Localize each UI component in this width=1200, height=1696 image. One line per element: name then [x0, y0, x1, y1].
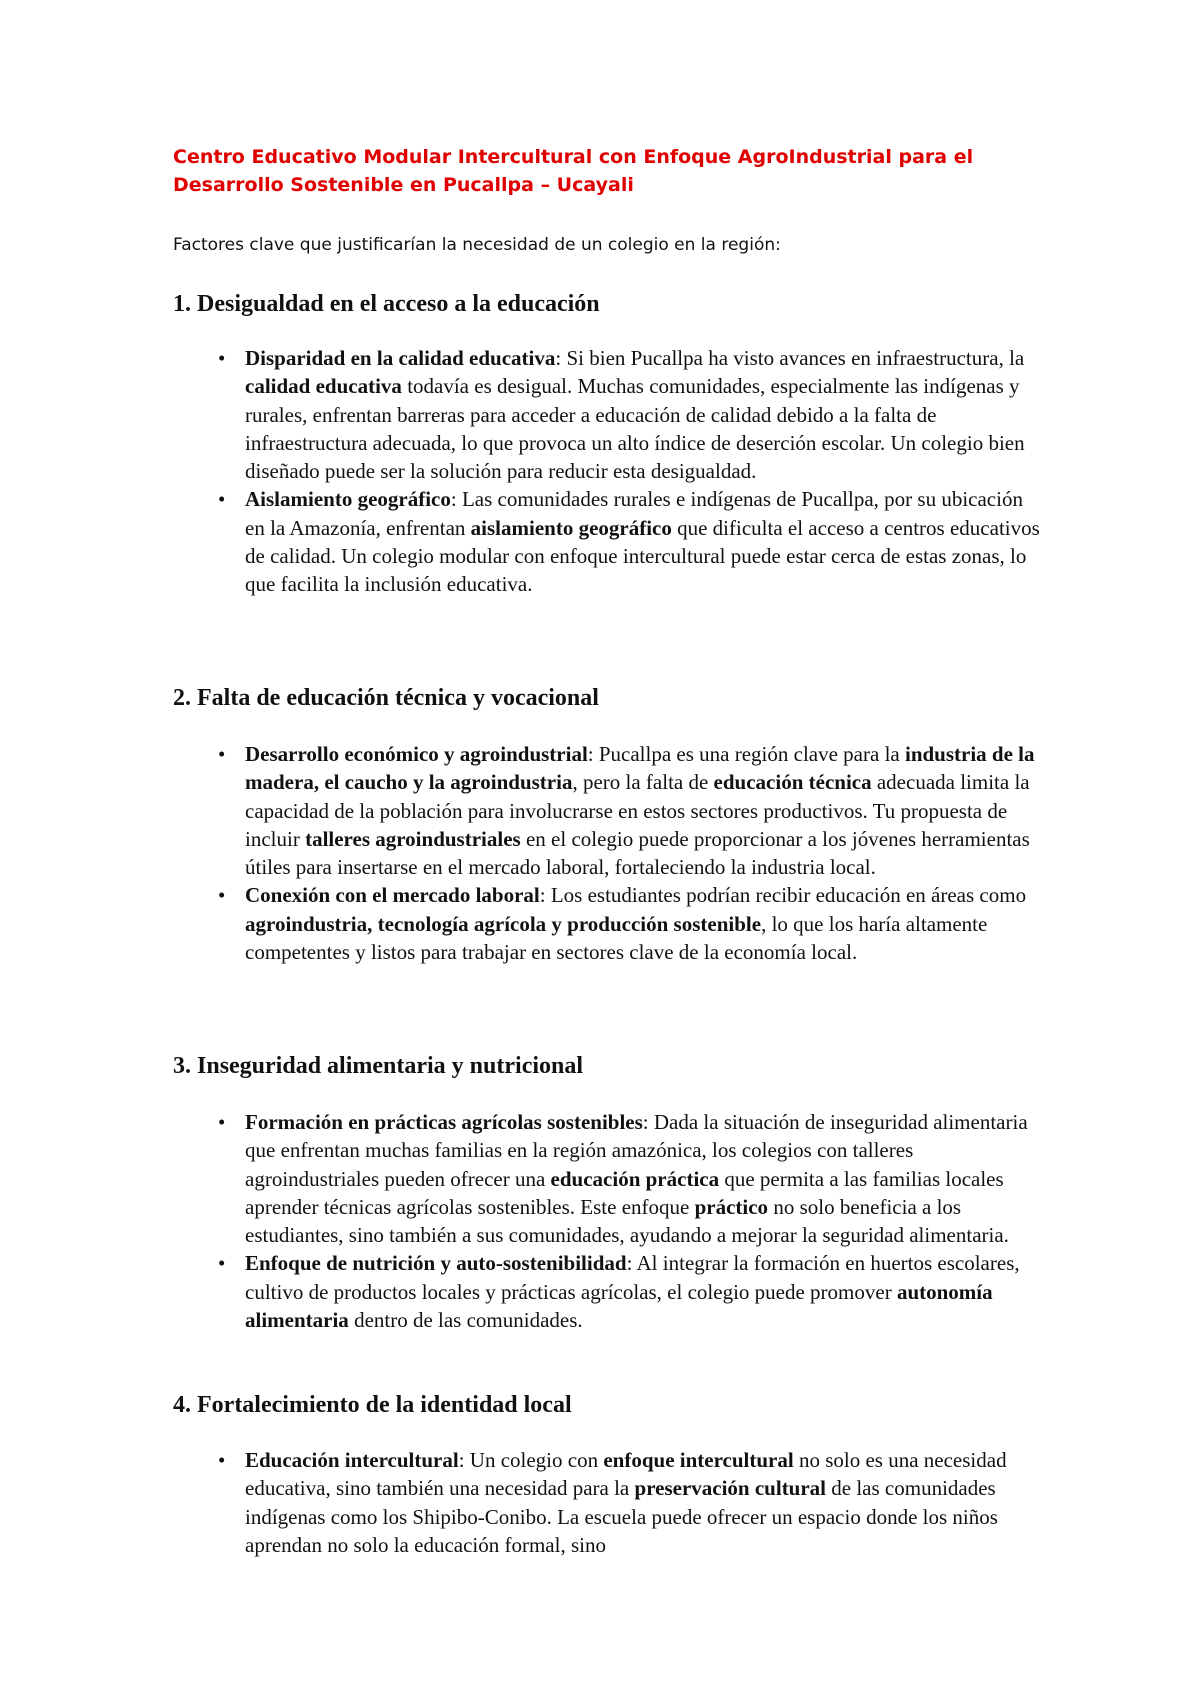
section-heading-4: 4. Fortalecimiento de la identidad local: [173, 1392, 572, 1418]
text-run: no solo es una necesidad educativa, sino también una necesidad para la: [245, 1448, 1007, 1501]
bold-term: talleres agroindustriales: [305, 826, 521, 851]
text-run: : Los estudiantes podrían recibir educación en áreas como: [539, 883, 1027, 908]
bullet-icon: •: [218, 883, 226, 908]
bold-term: práctico: [694, 1194, 769, 1219]
bullet-icon: •: [218, 1251, 226, 1276]
bullet-icon: •: [218, 346, 226, 370]
section-3-list: [173, 1108, 1043, 1334]
bold-term: Formación en prácticas agrícolas sostenibles: [245, 1110, 643, 1134]
text-run: : Si bien Pucallpa ha visto avances en infraestructura, la: [555, 346, 1025, 370]
text-run: : Las comunidades rurales e indígenas de Pucallpa, por su ubicación en la Amazonía, enfrentan: [245, 487, 1023, 540]
bold-term: Educación intercultural: [245, 1448, 459, 1472]
bold-term: agroindustria, tecnología agrícola y producción sostenible: [245, 911, 762, 936]
text-run: , lo que los haría altamente competentes y listos para trabajar en sectores clave de la economía local.: [245, 911, 988, 965]
bold-term: Conexión con el mercado laboral: [245, 883, 540, 908]
bold-term: industria de la madera, el caucho y la agroindustria: [245, 742, 1035, 795]
bold-term: educación práctica: [550, 1166, 720, 1191]
text-run: dentro de las comunidades.: [348, 1308, 583, 1333]
bold-term: enfoque intercultural: [603, 1448, 794, 1472]
text-run: : Pucallpa es una región clave para la: [587, 742, 905, 766]
text-run: no solo beneficia a los estudiantes, sino también a sus comunidades, ayudando a mejorar la seguridad alimentaria.: [245, 1194, 1009, 1248]
bold-term: autonomía alimentaria: [245, 1279, 993, 1333]
text-run: : Al integrar la formación en huertos escolares, cultivo de productos locales y prácticas agrícolas, el colegio puede promover: [245, 1251, 1020, 1304]
bold-term: Desarrollo económico y agroindustrial: [245, 742, 588, 766]
list-item: [173, 1249, 1043, 1334]
list-item: [173, 485, 1043, 598]
text-run: de las comunidades indígenas como los Shipibo-Conibo. La escuela puede ofrecer un espacio donde los niños aprendan no solo la educación formal, sino: [245, 1476, 998, 1557]
bold-term: Enfoque de nutrición y auto-sostenibilidad: [245, 1251, 627, 1276]
list-item: [173, 344, 1043, 485]
text-run: adecuada limita la capacidad de la población para involucrarse en estos sectores productivos. Tu propuesta de incluir: [245, 770, 1030, 851]
text-run: todavía es desigual. Muchas comunidades, especialmente las indígenas y rurales, enfrentan barreras para acceder a educación de calidad debido a la falta de infraestructura adecuada, lo que provoca un alto índice de deserción escolar. Un colegio bien diseñado puede ser la solución para reducir esta desigualdad.: [245, 374, 1025, 484]
document-title: Centro Educativo Modular Intercultural con Enfoque AgroIndustrial para el Desarrollo Sostenible en Pucallpa – Ucayali: [173, 146, 974, 196]
bold-term: educación técnica: [713, 770, 872, 795]
section-2-list: [173, 740, 1043, 966]
bullet-icon: •: [218, 742, 226, 766]
bold-term: aislamiento geográfico: [470, 515, 672, 540]
bullet-icon: •: [218, 1110, 226, 1134]
text-run: : Dada la situación de inseguridad alimentaria que enfrentan muchas familias en la región amazónica, los colegios con talleres agroindustriales pueden ofrecer una: [245, 1110, 1028, 1191]
section-heading-2: 2. Falta de educación técnica y vocacional: [173, 685, 599, 711]
text-run: que dificulta el acceso a centros educativos de calidad. Un colegio modular con enfoque intercultural puede estar cerca de estas zonas, lo que facilita la inclusión educativa.: [245, 515, 1040, 597]
list-item: [173, 1108, 1043, 1249]
bullet-icon: •: [218, 487, 226, 512]
list-item: [173, 1446, 1043, 1559]
text-run: , pero la falta de: [572, 770, 714, 795]
text-run: : Un colegio con: [458, 1448, 604, 1472]
bullet-icon: •: [218, 1448, 226, 1472]
bold-term: Disparidad en la calidad educativa: [245, 346, 556, 370]
list-item: [173, 881, 1043, 966]
section-1-list: [173, 344, 1043, 599]
bold-term: calidad educativa: [245, 374, 402, 399]
section-4-list: [173, 1446, 1043, 1559]
intro-text: Factores clave que justificarían la necesidad de un colegio en la región:: [173, 235, 781, 255]
bold-term: preservación cultural: [634, 1476, 827, 1501]
section-heading-3: 3. Inseguridad alimentaria y nutricional: [173, 1053, 584, 1079]
text-run: en el colegio puede proporcionar a los jóvenes herramientas útiles para insertarse en el mercado laboral, fortaleciendo la industria local.: [245, 826, 1030, 880]
text-run: que permita a las familias locales aprender técnicas agrícolas sostenibles. Este enfoque: [245, 1166, 1004, 1219]
list-item: [173, 740, 1043, 881]
section-heading-1: 1. Desigualdad en el acceso a la educación: [173, 291, 600, 317]
bold-term: Aislamiento geográfico: [245, 487, 451, 512]
